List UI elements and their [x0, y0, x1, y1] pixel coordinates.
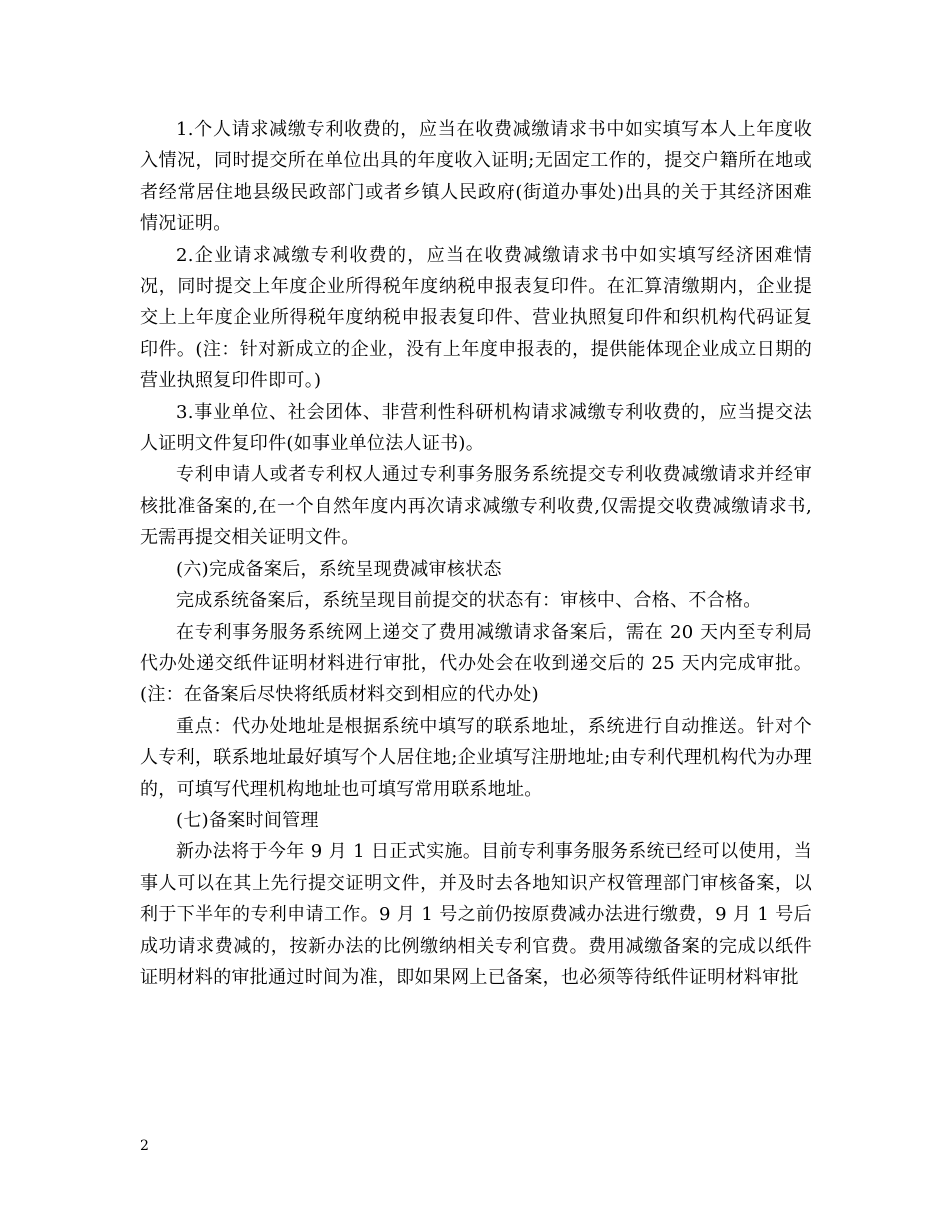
paragraph-enterprise-fee-reduction: 2.企业请求减缴专利收费的，应当在收费减缴请求书中如实填写经济困难情况，同时提交上年度企业所得税年度纳税申报表复印件。在汇算清缴期内，企业提交上上年度企业所得税年度纳税申报表复印件、营业执照复印件和织机构代码证复印件。(注：针对新成立的企业，没有上年度申报表的，提供能体现企业成立日期的营业执照复印件即可。) [140, 244, 812, 392]
paragraph-repeat-request: 专利申请人或者专利权人通过专利事务服务系统提交专利收费减缴请求并经审核批准备案的,在一个自然年度内再次请求减缴专利收费,仅需提交收费减缴请求书,无需再提交相关证明文件。 [140, 464, 812, 549]
paragraph-status-list: 完成系统备案后，系统呈现目前提交的状态有：审核中、合格、不合格。 [176, 590, 762, 612]
paragraph-institution-fee-reduction: 3.事业单位、社会团体、非营利性科研机构请求减缴专利收费的，应当提交法人证明文件复印件(如事业单位法人证书)。 [140, 401, 812, 455]
paragraph-key-point-address: 重点：代办处地址是根据系统中填写的联系地址，系统进行自动推送。针对个人专利，联系地址最好填写个人居住地;企业填写注册地址;由专利代理机构代为办理的，可填写代理机构地址也可填写常用联系地址。 [140, 715, 812, 800]
page-number: 2 [140, 1138, 149, 1154]
section-heading-time-management: (七)备案时间管理 [176, 809, 319, 831]
section-heading-review-status: (六)完成备案后，系统呈现费减审核状态 [176, 558, 502, 580]
document-body [140, 114, 812, 993]
paragraph-individual-fee-reduction: 1.个人请求减缴专利收费的，应当在收费减缴请求书中如实填写本人上年度收入情况，同时提交所在单位出具的年度收入证明;无固定工作的，提交户籍所在地或者经常居住地县级民政部门或者乡镇人民政府(街道办事处)出具的关于其经济困难情况证明。 [140, 119, 812, 235]
paragraph-implementation-date: 新办法将于今年 9 月 1 日正式实施。目前专利事务服务系统已经可以使用，当事人可以在其上先行提交证明文件，并及时去各地知识产权管理部门审核备案，以利于下半年的专利申请工作。9 月 1 号之前仍按原费减办法进行缴费，9 月 1 号后成功请求费减的，按新办法的比例缴纳相关专利官费。费用减缴备案的完成以纸件证明材料的审批通过时间为准，即如果网上已备案，也必须等待纸件证明材料审批 [140, 841, 812, 988]
paragraph-paper-submission: 在专利事务服务系统网上递交了费用减缴请求备案后，需在 20 天内至专利局代办处递交纸件证明材料进行审批，代办处会在收到递交后的 25 天内完成审批。(注：在备案后尽快将纸质材料交到相应的代办处) [140, 621, 812, 706]
